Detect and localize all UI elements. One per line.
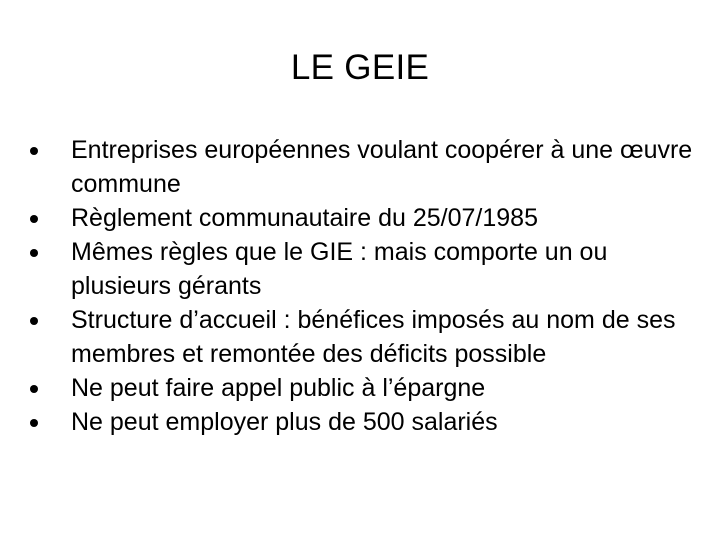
- bullet-text: Mêmes règles que le GIE : mais comporte un ou plusieurs gérants: [71, 238, 608, 300]
- bullet-item: [26, 235, 706, 303]
- bullet-text: Ne peut employer plus de 500 salariés: [71, 408, 498, 436]
- bullet-point-icon: [30, 317, 38, 325]
- bullet-point-icon: [30, 147, 38, 155]
- bullet-text: Structure d’accueil : bénéfices imposés au nom de ses membres et remontée des déficits possible: [71, 306, 676, 368]
- bullet-text: Entreprises européennes voulant coopérer à une œuvre commune: [71, 136, 693, 198]
- bullet-item: [26, 133, 706, 201]
- bullet-item: [26, 201, 706, 235]
- bullet-text: Ne peut faire appel public à l’épargne: [71, 374, 486, 402]
- slide-title: LE GEIE: [290, 48, 430, 87]
- bullet-list: [26, 133, 706, 439]
- bullet-text: Règlement communautaire du 25/07/1985: [71, 204, 538, 232]
- bullet-item: [26, 405, 706, 439]
- bullet-point-icon: [30, 249, 38, 257]
- bullet-item: [26, 371, 706, 405]
- bullet-point-icon: [30, 385, 38, 393]
- bullet-item: [26, 303, 706, 371]
- bullet-point-icon: [30, 419, 38, 427]
- bullet-point-icon: [30, 215, 38, 223]
